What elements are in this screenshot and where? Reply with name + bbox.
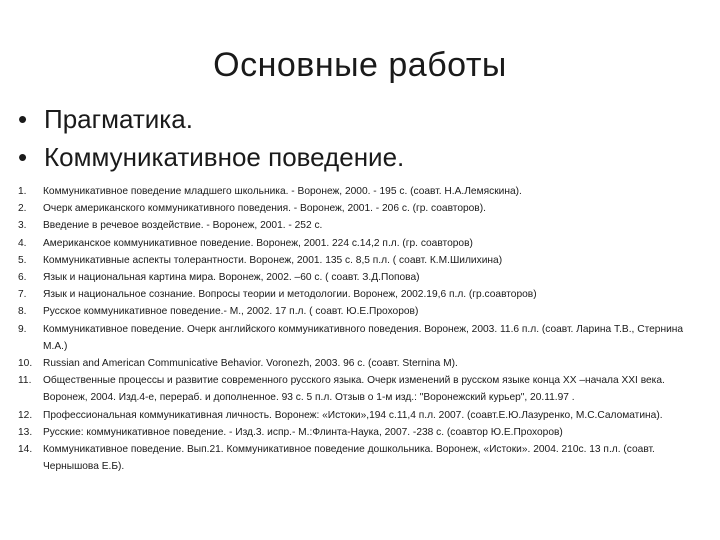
- reference-number: 9.: [18, 323, 27, 335]
- reference-item: [18, 286, 708, 303]
- reference-item: [18, 321, 708, 355]
- reference-item: [18, 183, 708, 200]
- bullet-dot-icon: •: [18, 104, 28, 134]
- bullet-dot-icon: •: [18, 142, 28, 172]
- bullet-text: Прагматика.: [44, 104, 193, 134]
- reference-item: [18, 372, 708, 406]
- reference-number: 6.: [18, 272, 27, 284]
- reference-text: Общественные процессы и развитие современного русского языка. Очерк изменений в русском языке конца XX –начала XXI века. Воронеж, 2004. Изд.4-е, перераб. и дополненное. 93 с. 5 п.л. Отзыв о 1-м изд.: "Воронежский курьер", 20.11.97 .: [43, 375, 665, 404]
- bullet-item: [18, 138, 708, 176]
- bullet-item: [18, 100, 708, 138]
- slide-title: Основные работы: [213, 46, 507, 84]
- reference-text: Введение в речевое воздействие. - Воронеж, 2001. - 252 с.: [43, 220, 323, 232]
- reference-item: [18, 407, 708, 424]
- reference-number: 10.: [18, 358, 33, 370]
- reference-item: [18, 252, 708, 269]
- reference-text: Профессиональная коммуникативная личность. Воронеж: «Истоки»,194 с.11,4 п.л. 2007. (соавт.Е.Ю.Лазуренко, М.С.Саломатина).: [43, 409, 663, 421]
- reference-text: Russian and American Communicative Behavior. Voronezh, 2003. 96 с. (соавт. Sternina M).: [43, 358, 458, 370]
- reference-text: Язык и национальное сознание. Вопросы теории и методологии. Воронеж, 2002.19,6 п.л. (гр.соавторов): [43, 289, 537, 301]
- reference-text: Коммуникативное поведение. Вып.21. Коммуникативное поведение дошкольника. Воронеж, «Истоки». 2004. 210с. 13 п.л. (соавт. Чернышова Е.Б).: [43, 444, 655, 473]
- reference-text: Язык и национальная картина мира. Воронеж, 2002. –60 с. ( соавт. З.Д.Попова): [43, 272, 420, 284]
- reference-item: [18, 200, 708, 217]
- reference-text: Коммуникативное поведение младшего школьника. - Воронеж, 2000. - 195 с. (соавт. Н.А.Лемяскина).: [43, 186, 522, 197]
- reference-text: Русские: коммуникативное поведение. - Изд.3. испр.- М.:Флинта-Наука, 2007. -238 с. (соавтор Ю.Е.Прохоров): [43, 426, 563, 438]
- reference-text: Очерк американского коммуникативного поведения. - Воронеж, 2001. - 206 с. (гр. соавторов).: [43, 203, 486, 215]
- reference-number: 1.: [18, 186, 27, 197]
- reference-item: [18, 217, 708, 234]
- reference-item: [18, 269, 708, 286]
- reference-item: [18, 355, 708, 372]
- reference-item: [18, 441, 708, 475]
- reference-number: 8.: [18, 306, 27, 318]
- reference-number: 4.: [18, 237, 27, 249]
- reference-number: 11.: [18, 375, 32, 387]
- reference-number: 3.: [18, 220, 27, 232]
- reference-list: [18, 183, 708, 475]
- reference-item: [18, 303, 708, 320]
- reference-number: 14.: [18, 444, 33, 456]
- reference-item: [18, 235, 708, 252]
- reference-number: 2.: [18, 203, 27, 215]
- reference-item: [18, 424, 708, 441]
- reference-text: Американское коммуникативное поведение. Воронеж, 2001. 224 с.14,2 п.л. (гр. соавторов): [43, 237, 473, 249]
- bullet-list: [18, 100, 708, 176]
- reference-number: 12.: [18, 409, 33, 421]
- reference-number: 5.: [18, 254, 27, 266]
- reference-number: 7.: [18, 289, 27, 301]
- reference-text: Коммуникативные аспекты толерантности. Воронеж, 2001. 135 с. 8,5 п.л. ( соавт. К.М.Шилихина): [43, 254, 503, 266]
- reference-text: Русское коммуникативное поведение.- М., 2002. 17 п.л. ( соавт. Ю.Е.Прохоров): [43, 306, 419, 318]
- reference-number: 13.: [18, 426, 33, 438]
- bullet-text: Коммуникативное поведение.: [44, 142, 405, 172]
- reference-text: Коммуникативное поведение. Очерк английского коммуникативного поведения. Воронеж, 2003. 11.6 п.л. (соавт. Ларина Т.В., Стернина М.А.): [43, 323, 684, 352]
